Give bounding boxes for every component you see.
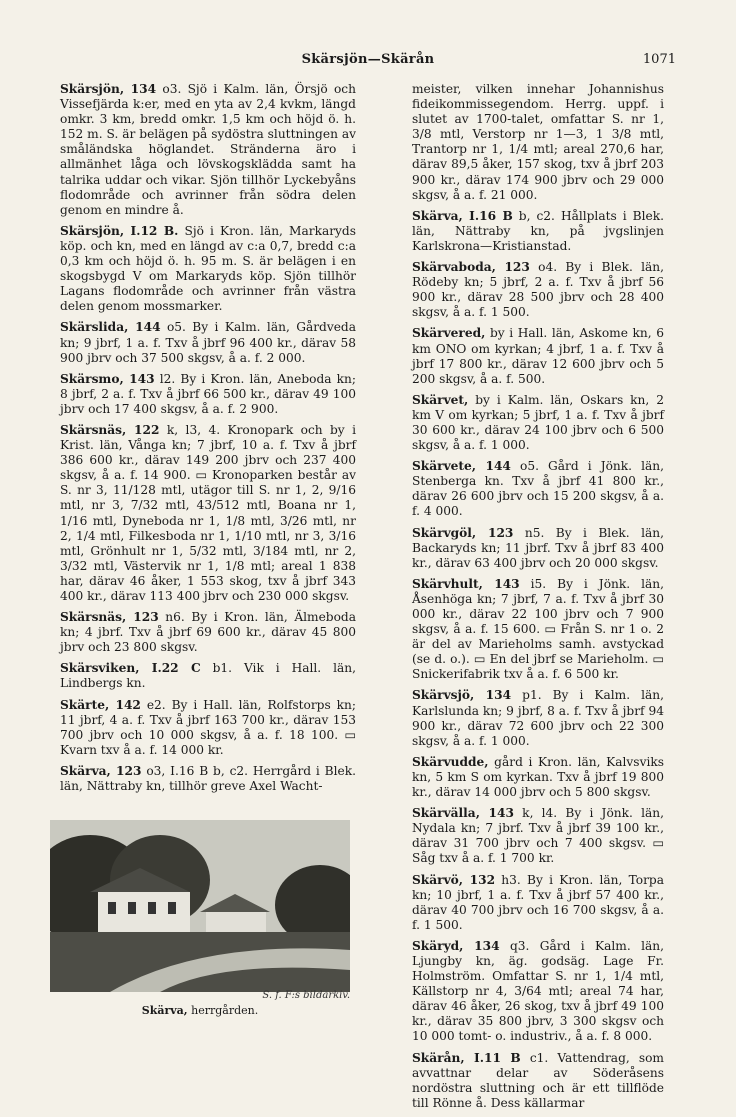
entry-text: by i Kalm. län, Oskars kn, 2 km V om kyrkan; 5 jbrf, 1 a. f. Txv å jbrf 30 600 kr., därav 24 100 jbrv och 6 500 skgsv, å a. f. 1 000. — [412, 392, 664, 453]
photo-caption — [50, 1004, 350, 1017]
entry-text: Sjö i Kron. län, Markaryds köp. och kn, med en längd av c:a 0,7, bredd c:a 0,3 km och höjd ö. h. 95 m. S. är belägen i en skogsbygd V om Markaryds köp. Sjön tillhör Lagans flodområde och avrinner från västra delen genom mossmarker. — [60, 223, 356, 314]
entry-text: k, l4. By i Jönk. län, Nydala kn; 7 jbrf. Txv å jbrf 39 100 kr., därav 31 700 jbrv och 7 400 skgsv. ▭ Såg txv å a. f. 1 700 kr. — [412, 806, 664, 866]
entry-head: Skärvälla, 143 — [412, 806, 514, 821]
entry-head: Skärva, I.16 B — [412, 208, 513, 223]
herrgard-photo — [50, 820, 350, 992]
entry-head: Skärån, I.11 B — [412, 1050, 521, 1065]
entry-text: n6. By i Kron. län, Älmeboda kn; 4 jbrf. Txv å jbrf 69 600 kr., därav 45 800 jbrv och 23 800 skgsv. — [60, 610, 356, 655]
entry-text: i5. By i Jönk. län, Åsenhöga kn; 7 jbrf, 7 a. f. Txv å jbrf 30 000 kr., därav 22 100 jbrv och 7 900 skgsv, å a. f. 15 600. ▭ Från S. nr 1 o. 2 är del av Marieholms samh. avstyckad (se d. o.). ▭ En del jbrf se Marieholm. ▭ Snickerifabrik txv å a. f. 6 500 kr. — [412, 576, 664, 682]
window — [148, 902, 156, 914]
entry-head: Skärvhult, 143 — [412, 576, 520, 591]
entry — [412, 459, 664, 519]
entry-text: c1. Vattendrag, som avvattnar delar av Söderåsens nordöstra sluttning och är ett tillflöde till Rönne å. Dess källarmar — [412, 1050, 664, 1110]
entry-head: Skärvö, 132 — [412, 872, 496, 887]
entry-text: p1. By i Kalm. län, Karlslunda kn; 9 jbrf, 8 a. f. Txv å jbrf 94 900 kr., därav 72 600 jbrv och 22 300 skgsv, å a. f. 1 000. — [412, 688, 664, 748]
entry — [412, 939, 664, 1045]
entry-text: o4. By i Blek. län, Rödeby kn; 5 jbrf, 2 a. f. Txv å jbrf 56 900 kr., därav 28 500 jbrv och 28 400 skgsv, å a. f. 1 500. — [412, 260, 664, 320]
entry-text: e2. By i Hall. län, Rolfstorps kn; 11 jbrf, 4 a. f. Txv å jbrf 163 700 kr., därav 153 700 jbrv och 10 000 skgsv, å a. f. 18 100. ▭ Kvarn txv å a. f. 14 000 kr. — [60, 697, 356, 757]
entry-text: b1. Vik i Hall. län, Lindbergs kn. — [60, 661, 356, 691]
entry-head: Skärvet, — [412, 392, 469, 407]
entry — [412, 577, 664, 683]
entry — [412, 1051, 664, 1111]
entry-text: o3, I.16 B b, c2. Herrgård i Blek. län, Nättraby kn, tillhör greve Axel Wacht- — [60, 763, 357, 794]
entry-text: q3. Gård i Kalm. län, Ljungby kn, äg. godsäg. Lage Fr. Holmström. Omfattar S. nr 1, 1/4 mtl, Källstorp nr 4, 3/64 mtl; areal 74 har, därav 46 åker, 26 skog, txv å jbrf 49 100 kr., därav 35 800 jbrv, 3 300 skgsv och 10 000 tomt- o. industriv., å a. f. 8 000. — [412, 938, 664, 1044]
entry — [60, 320, 356, 365]
entry-text: by i Hall. län, Askome kn, 6 km ONO om kyrkan; 4 jbrf, 1 a. f. Txv å jbrf 17 800 kr., därav 12 600 jbrv och 5 200 skgsv, å a. f. 500. — [412, 326, 664, 386]
entry-head: Skärte, 142 — [60, 697, 141, 712]
entry — [60, 82, 356, 218]
entry — [412, 688, 664, 748]
left-column — [60, 82, 356, 800]
entry — [60, 372, 356, 417]
entry — [60, 764, 356, 794]
entry-text: gård i Kron. län, Kalvsviks kn, 5 km S om kyrkan. Txv å jbrf 19 800 kr., därav 14 000 jbrv och 5 800 skgsv. — [412, 754, 664, 800]
entry-head: Skärvete, 144 — [412, 459, 511, 474]
entry — [412, 755, 664, 800]
entry-text: k, l3, 4. Kronopark och by i Krist. län, Vånga kn; 7 jbrf, 10 a. f. Txv å jbrf 386 600 kr., därav 149 200 jbrv och 237 400 skgsv, å a. f. 14 900. ▭ Kronoparken består av S. nr 3, 11/128 mtl, utägor till S. nr 1, 2, 9/16 mtl, nr 3, 7/32 mtl, 43/512 mtl, Boana nr 1, 1/16 mtl, Dyneboda nr 1, 1/8 mtl, 3/26 mtl, nr 2, 1/4 mtl, Filkesboda nr 1, 1/10 mtl, nr 3, 3/16 mtl, Grönhult nr 1, 5/32 mtl, 3/184 mtl, nr 2, 3/32 mtl, Västervik nr 1, 1/8 mtl; areal 1 838 har, därav 46 åker, 1 553 skog, txv å jbrf 343 400 kr., därav 113 400 jbrv och 230 000 skgsv. — [60, 422, 356, 603]
entry-text: o5. Gård i Jönk. län, Stenberga kn. Txv å jbrf 41 800 kr., därav 26 600 jbrv och 15 200 skgsv, å a. f. 4 000. — [412, 459, 664, 519]
herrgard-photo-drawing — [50, 820, 350, 992]
entry-head: Skärsjön, I.12 B. — [60, 223, 179, 238]
entry — [412, 82, 664, 203]
entry-head: Skärsmo, 143 — [60, 371, 155, 386]
entry-head: Skärsnäs, 123 — [60, 610, 159, 625]
entry — [60, 224, 356, 315]
entry — [60, 610, 356, 655]
entry-head: Skärsjön, 134 — [60, 82, 157, 96]
entry-head: Skärva, 123 — [60, 763, 142, 778]
right-column — [412, 82, 664, 1117]
page-header — [60, 52, 676, 74]
photo-credit: S. f. F:s bildarkiv. — [262, 990, 350, 1001]
entry-text: l2. By i Kron. län, Aneboda kn; 8 jbrf, 2 a. f. Txv å jbrf 66 500 kr., därav 49 100 jbrv och 17 400 skgsv, å a. f. 2 900. — [60, 371, 356, 416]
entry — [412, 526, 664, 571]
window — [108, 902, 116, 914]
entry — [60, 698, 356, 758]
entry-head: Skärslida, 144 — [60, 320, 161, 335]
entry-text: b, c2. Hållplats i Blek. län, Nättraby kn, på jvgslinjen Karlskrona—Kristianstad. — [412, 208, 664, 253]
entry — [412, 873, 664, 933]
window — [168, 902, 176, 914]
entry-head: Skäryd, 134 — [412, 938, 500, 953]
window — [128, 902, 136, 914]
entry-head: Skärsnäs, 122 — [60, 422, 160, 437]
entry-text: o3. Sjö i Kalm. län, Örsjö och Vissefjärda k:er, med en yta av 2,4 kvkm, längd omkr. 3 km, bredd omkr. 1,5 km och höjd ö. h. 152 m. S. är belägen på sydöstra sluttningen av småländska höglandet. Stränderna äro i allmänhet låga och lövskogsklädda samt ha talrika uddar och vikar. Sjön tillhör Lyckebyåns flodområde och avrinner från södra delen genom en mindre å. — [60, 82, 356, 217]
entry — [60, 661, 356, 691]
caption-text: herrgården. — [187, 1004, 259, 1017]
entry-text: o5. By i Kalm. län, Gårdveda kn; 9 jbrf, 1 a. f. Txv å jbrf 96 400 kr., därav 58 900 jbrv och 37 500 skgsv, å a. f. 2 000. — [60, 320, 357, 365]
entry-head: Skärvaboda, 123 — [412, 260, 530, 275]
entry-text: h3. By i Kron. län, Torpa kn; 10 jbrf, 1 a. f. Txv å jbrf 57 400 kr., därav 40 700 jbrv och 16 700 skgsv, å a. f. 1 500. — [412, 872, 664, 932]
page-number: 1071 — [642, 52, 676, 67]
entry-head: Skärvudde, — [412, 754, 489, 769]
entry — [412, 806, 664, 866]
entry-head: Skärvgöl, 123 — [412, 525, 514, 540]
running-head: Skärsjön—Skärån — [301, 52, 435, 67]
entry-text: meister, vilken innehar Johannishus fideikommissegendom. Herrg. uppf. i slutet av 1700-talet, omfattar S. nr 1, 3/8 mtl, Verstorp nr 1—3, 1 3/8 mtl, Trantorp nr 1, 1/4 mtl; areal 270,6 har, därav 89,5 åker, 157 skog, txv å jbrf 203 900 kr., därav 174 900 jbrv och 29 000 skgsv, å a. f. 21 000. — [412, 82, 664, 202]
entry — [412, 326, 664, 386]
entry — [412, 260, 664, 320]
entry-text: n5. By i Blek. län, Backaryds kn; 11 jbrf. Txv å jbrf 83 400 kr., därav 63 400 jbrv och 20 000 skgsv. — [412, 525, 664, 570]
entry-head: Skärvered, — [412, 326, 486, 341]
entry-head: Skärsviken, I.22 C — [60, 661, 201, 676]
entry-head: Skärvsjö, 134 — [412, 688, 512, 703]
caption-head: Skärva, — [141, 1004, 188, 1017]
entry — [412, 393, 664, 453]
entry — [412, 209, 664, 254]
entry — [60, 423, 356, 604]
